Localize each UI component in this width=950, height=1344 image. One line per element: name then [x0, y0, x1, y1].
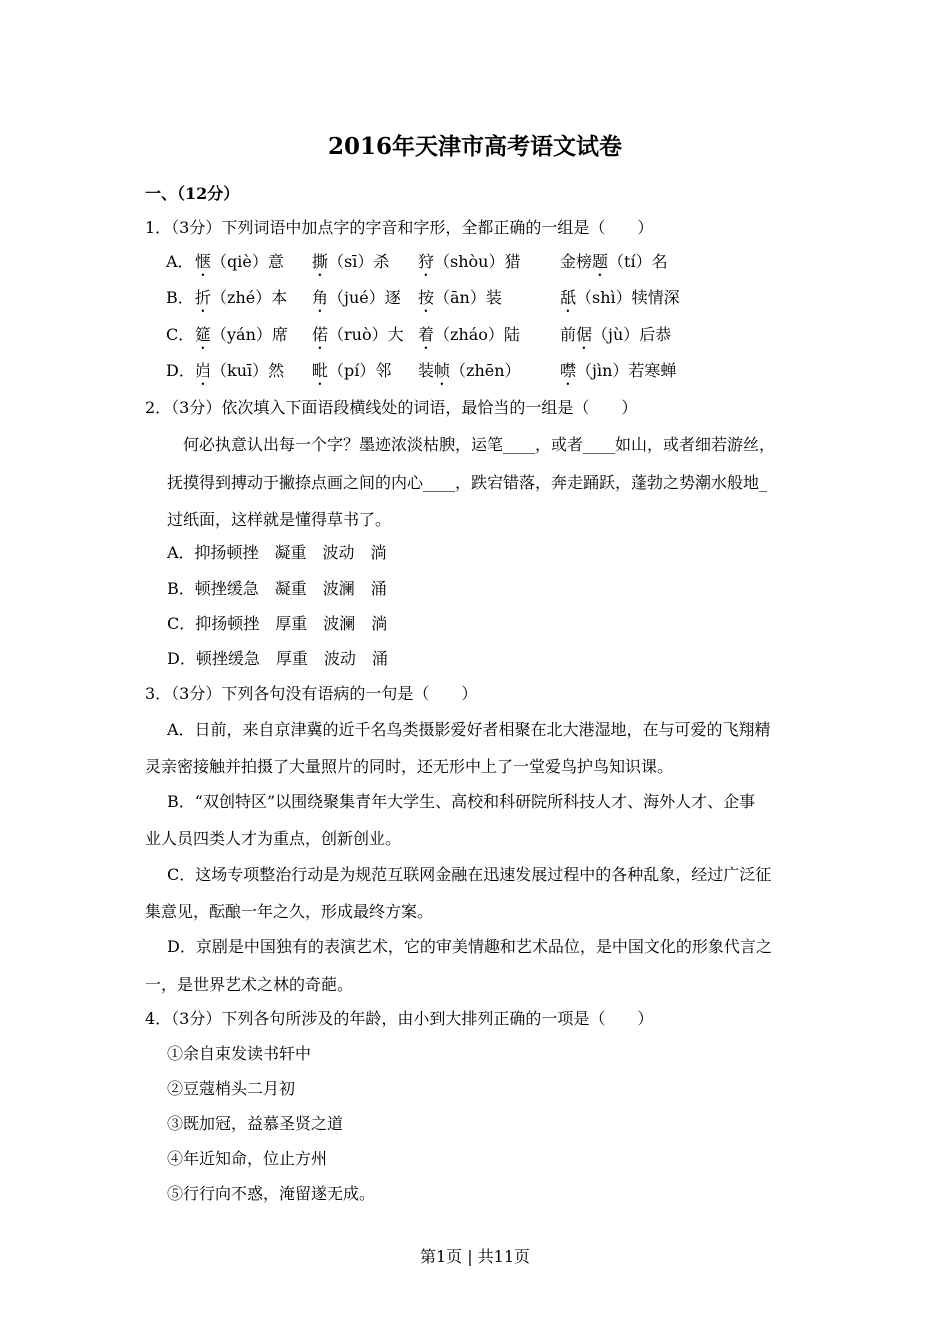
question-3-option-a: A．日前，来自京津冀的近千名鸟类摄影爱好者相聚在北大港湿地，在与可爱的飞翔精 [167, 720, 771, 739]
question-1-word [195, 288, 287, 316]
emphasized-char: 毗 [312, 361, 329, 380]
emphasized-char: 狩 [418, 252, 435, 271]
word-text: （qiè）意 [211, 252, 284, 271]
question-4-item: ①余自束发读书轩中 [167, 1044, 312, 1063]
question-1-word [195, 325, 288, 353]
question-1-word [312, 252, 389, 280]
page-footer: 第1页 | 共11页 [419, 1247, 531, 1266]
question-1-word [312, 325, 404, 353]
question-3-option-a-cont: 灵亲密接触并拍摄了大量照片的同时，还无形中上了一堂爱鸟护鸟知识课。 [145, 757, 674, 776]
question-2-option-d: D．顿挫缓急 厚重 波动 涌 [167, 649, 388, 668]
emphasized-char: 筵 [195, 325, 212, 344]
word-text: （jìn）若寒蝉 [576, 361, 677, 380]
question-2-stem: 2．（3分）依次填入下面语段横线处的词语，最恰当的一组是（ ） [145, 398, 638, 417]
word-text: （jù）后恭 [592, 325, 672, 344]
word-text: 金榜 [560, 252, 593, 271]
question-1-word [418, 288, 502, 316]
word-text: 前 [560, 325, 577, 344]
question-1-word [312, 361, 391, 389]
word-text: （zhēn） [450, 361, 521, 380]
word-text: （yán）席 [211, 325, 288, 344]
question-3-option-b: B．“双创特区”以围绕聚集青年大学生、高校和科研院所科技人才、海外人才、企事 [167, 792, 756, 811]
word-text: （ān）装 [434, 288, 502, 307]
word-text: 装 [418, 361, 435, 380]
emphasized-char: 偌 [312, 325, 329, 344]
word-text: （kuī）然 [211, 361, 285, 380]
question-2-option-b: B．顿挫缓急 凝重 波澜 涌 [167, 579, 387, 598]
question-1-stem: 1．（3分）下列词语中加点字的字音和字形，全都正确的一组是（ ） [145, 218, 654, 237]
question-4-stem: 4．（3分）下列各句所涉及的年龄，由小到大排列正确的一项是（ ） [145, 1009, 654, 1028]
emphasized-char: 倨 [576, 325, 593, 344]
word-text: （tí）名 [608, 252, 668, 271]
emphasized-char: 按 [418, 288, 435, 307]
question-1-word [312, 288, 401, 316]
question-1-word [560, 325, 671, 353]
question-4-item: ③既加冠，益慕圣贤之道 [167, 1114, 344, 1133]
question-2-passage-line: 抚摸得到搏动于撇捺点画之间的内心____，跌宕错落，奔走踊跃，蓬勃之势潮水般地_ [167, 473, 768, 492]
emphasized-char: 角 [312, 288, 329, 307]
question-1-word [418, 325, 520, 353]
question-3-option-b-cont: 业人员四类人才为重点，创新创业。 [145, 829, 402, 848]
word-text: （shì）犊情深 [576, 288, 680, 307]
question-2-option-c: C．抑扬顿挫 厚重 波澜 淌 [167, 614, 388, 633]
question-1-option-label: C． [166, 325, 195, 344]
question-4-item: ④年近知命，位止方州 [167, 1149, 328, 1168]
question-2-option-a: A．抑扬顿挫 凝重 波动 淌 [167, 543, 387, 562]
word-text: （zháo）陆 [434, 325, 520, 344]
question-1-word [418, 252, 520, 280]
section-heading: 一、（12分） [145, 184, 240, 203]
emphasized-char: 撕 [312, 252, 329, 271]
word-text: （jué）逐 [328, 288, 401, 307]
question-3-option-d: D．京剧是中国独有的表演艺术，它的审美情趣和艺术品位，是中国文化的形象代言之 [167, 937, 772, 956]
question-1-word [418, 361, 521, 389]
question-1-option-label: B． [166, 288, 194, 307]
emphasized-char: 折 [195, 288, 212, 307]
word-text: （sī）杀 [328, 252, 390, 271]
question-1-word [560, 288, 680, 316]
word-text: （zhé）本 [211, 288, 288, 307]
word-text: （shòu）猎 [434, 252, 521, 271]
emphasized-char: 着 [418, 325, 435, 344]
emphasized-char: 惬 [195, 252, 212, 271]
page-title: 2016年天津市高考语文试卷 [327, 133, 622, 160]
question-2-passage-line: 过纸面，这样就是懂得草书了。 [167, 510, 392, 529]
question-1-word [195, 252, 284, 280]
word-text: （pí）邻 [328, 361, 392, 380]
question-3-option-c: C．这场专项整治行动是为规范互联网金融在迅速发展过程中的各种乱象，经过广泛征 [167, 865, 772, 884]
question-2-passage-line: 何必执意认出每一个字？墨迹浓淡枯腴，运笔____，或者____如山，或者细若游丝， [167, 435, 776, 454]
emphasized-char: 帧 [434, 361, 451, 380]
question-4-item: ⑤行行向不惑，淹留遂无成。 [167, 1184, 376, 1203]
question-1-word [560, 361, 676, 389]
emphasized-char: 舐 [560, 288, 577, 307]
emphasized-char: 噤 [560, 361, 577, 380]
question-4-item: ②豆蔻梢头二月初 [167, 1079, 296, 1098]
emphasized-char: 题 [592, 252, 609, 271]
question-1-word [195, 361, 284, 389]
question-1-word [560, 252, 668, 280]
question-3-option-c-cont: 集意见，酝酿一年之久，形成最终方案。 [145, 902, 434, 921]
question-3-option-d-cont: 一，是世界艺术之林的奇葩。 [145, 975, 354, 994]
emphasized-char: 岿 [195, 361, 212, 380]
question-1-option-label: A． [166, 252, 194, 271]
word-text: （ruò）大 [328, 325, 404, 344]
question-3-stem: 3．（3分）下列各句没有语病的一句是（ ） [145, 684, 478, 703]
question-1-option-label: D． [166, 361, 195, 380]
